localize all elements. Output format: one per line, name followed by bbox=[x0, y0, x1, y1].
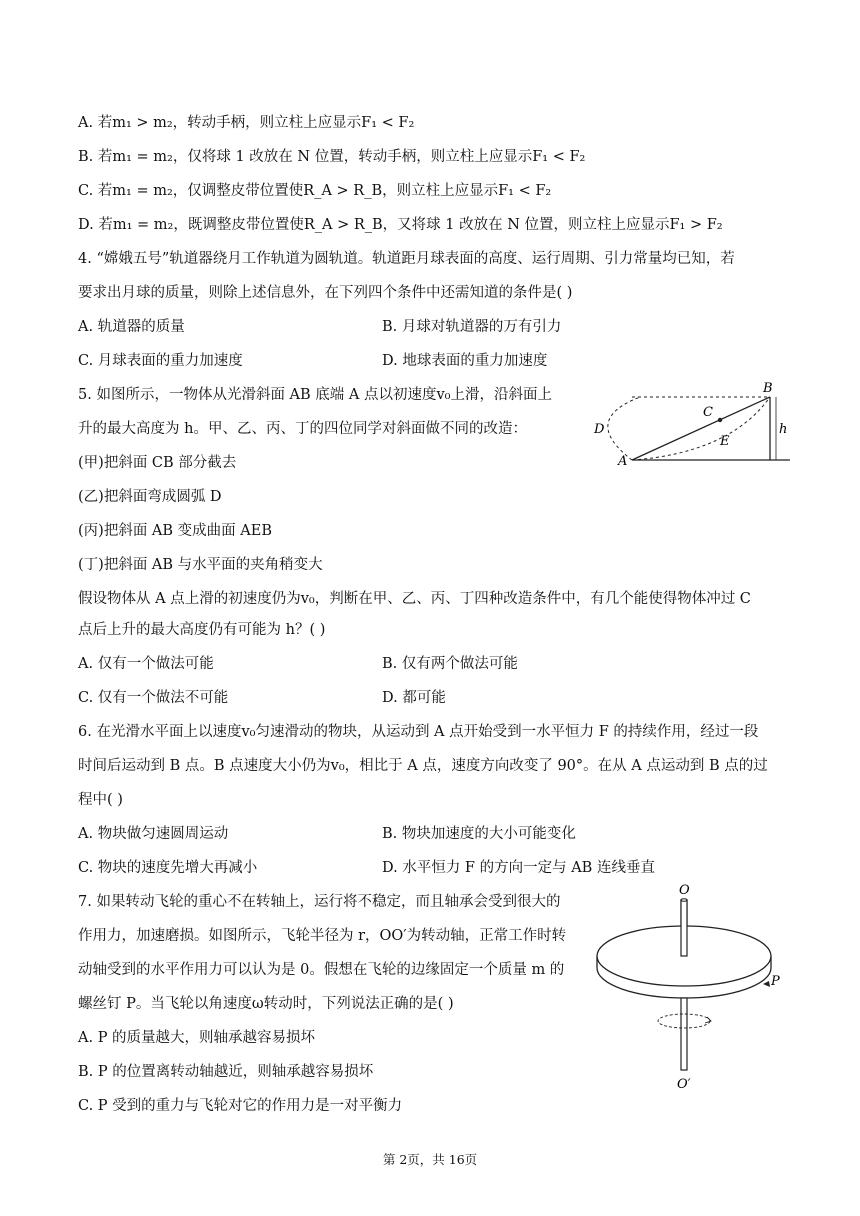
fig5-label-e: E bbox=[720, 434, 730, 449]
fig7-label-o: O bbox=[679, 883, 690, 898]
q6-stem-line1: 6. 在光滑水平面上以速度v₀匀速滑动的物块，从运动到 A 点开始受到一水平恒力 F 的持续作用，经过一段 bbox=[78, 724, 759, 740]
q5-stem-line3: 假设物体从 A 点上滑的初速度仍为v₀，判断在甲、乙、丙、丁四种改造条件中，有几个能使得物体冲过 C bbox=[78, 591, 751, 607]
q7-stem-line3: 动轴受到的水平作用力可以认为是 0。假想在飞轮的边缘固定一个质量 m 的 bbox=[78, 962, 565, 978]
q3-option-d: D. 若m₁ = m₂，既调整皮带位置使R_A > R_B，又将球 1 改放在 N 位置，则立柱上应显示F₁ > F₂ bbox=[78, 217, 723, 233]
q5-mod-ding: (丁)把斜面 AB 与水平面的夹角稍变大 bbox=[78, 557, 323, 573]
flywheel-figure bbox=[585, 880, 795, 1090]
q5-stem-line4: 点后上升的最大高度仍有可能为 h？( ) bbox=[78, 622, 326, 638]
q6-stem-line2: 时间后运动到 B 点。B 点速度大小仍为v₀，相比于 A 点，速度方向改变了 90°。在从 A 点运动到 B 点的过 bbox=[78, 758, 768, 774]
q5-option-c: C. 仅有一个做法不可能 bbox=[78, 690, 229, 706]
q7-option-c: C. P 受到的重力与飞轮对它的作用力是一对平衡力 bbox=[78, 1098, 403, 1114]
q6-option-d: D. 水平恒力 F 的方向一定与 AB 连线垂直 bbox=[382, 860, 655, 876]
q3-option-a: A. 若m₁ > m₂，转动手柄，则立柱上应显示F₁ < F₂ bbox=[78, 115, 415, 131]
q6-option-b: B. 物块加速度的大小可能变化 bbox=[382, 826, 576, 842]
fig7-label-p: P bbox=[771, 974, 780, 989]
fig5-label-b: B bbox=[763, 381, 773, 396]
page-footer: 第 2页，共 16页 bbox=[382, 1152, 478, 1167]
q6-option-a: A. 物块做匀速圆周运动 bbox=[78, 826, 229, 842]
q4-stem-line1: 4. “嫦娥五号”轨道器绕月工作轨道为圆轨道。轨道距月球表面的高度、运行周期、引力常量均已知，若 bbox=[78, 251, 735, 267]
q5-stem-line2: 升的最大高度为 h。甲、乙、丙、丁的四位同学对斜面做不同的改造： bbox=[78, 421, 527, 437]
q7-stem-line1: 7. 如果转动飞轮的重心不在转轴上，运行将不稳定，而且轴承会受到很大的 bbox=[78, 894, 561, 910]
fig5-label-c: C bbox=[703, 405, 713, 420]
q4-option-b: B. 月球对轨道器的万有引力 bbox=[382, 319, 562, 335]
q5-mod-jia: (甲)把斜面 CB 部分截去 bbox=[78, 455, 237, 471]
q5-option-a: A. 仅有一个做法可能 bbox=[78, 656, 214, 672]
q6-stem-line3: 程中( ) bbox=[78, 792, 123, 808]
fig5-label-h: h bbox=[779, 422, 788, 437]
q7-stem-line4: 螺丝钉 P。当飞轮以角速度ω转动时，下列说法正确的是( ) bbox=[78, 996, 454, 1012]
q5-mod-yi: (乙)把斜面弯成圆弧 D bbox=[78, 489, 222, 505]
q5-option-d: D. 都可能 bbox=[382, 690, 446, 706]
fig5-label-d: D bbox=[594, 422, 605, 437]
q4-option-a: A. 轨道器的质量 bbox=[78, 319, 185, 335]
q7-option-b: B. P 的位置离转动轴越近，则轴承越容易损坏 bbox=[78, 1064, 374, 1080]
q3-option-c: C. 若m₁ = m₂，仅调整皮带位置使R_A > R_B，则立柱上应显示F₁ < F₂ bbox=[78, 183, 552, 199]
q3-option-b: B. 若m₁ = m₂，仅将球 1 改放在 N 位置，转动手柄，则立柱上应显示F₁ < F₂ bbox=[78, 149, 586, 165]
q4-option-d: D. 地球表面的重力加速度 bbox=[382, 353, 548, 369]
q6-option-c: C. 物块的速度先增大再减小 bbox=[78, 860, 258, 876]
q5-mod-bing: (丙)把斜面 AB 变成曲面 AEB bbox=[78, 523, 272, 539]
q5-stem-line1: 5. 如图所示，一物体从光滑斜面 AB 底端 A 点以初速度v₀上滑，沿斜面上 bbox=[78, 387, 552, 403]
q7-option-a: A. P 的质量越大，则轴承越容易损坏 bbox=[78, 1030, 316, 1046]
fig5-label-a: A bbox=[618, 454, 628, 469]
q4-stem-line2: 要求出月球的质量，则除上述信息外，在下列四个条件中还需知道的条件是( ) bbox=[78, 285, 573, 301]
q7-stem-line2: 作用力，加速磨损。如图所示，飞轮半径为 r，OO′为转动轴，正常工作时转 bbox=[78, 928, 567, 944]
q4-option-c: C. 月球表面的重力加速度 bbox=[78, 353, 243, 369]
fig7-label-o-prime: O′ bbox=[677, 1077, 691, 1090]
q5-option-b: B. 仅有两个做法可能 bbox=[382, 656, 518, 672]
incline-figure bbox=[580, 375, 795, 470]
